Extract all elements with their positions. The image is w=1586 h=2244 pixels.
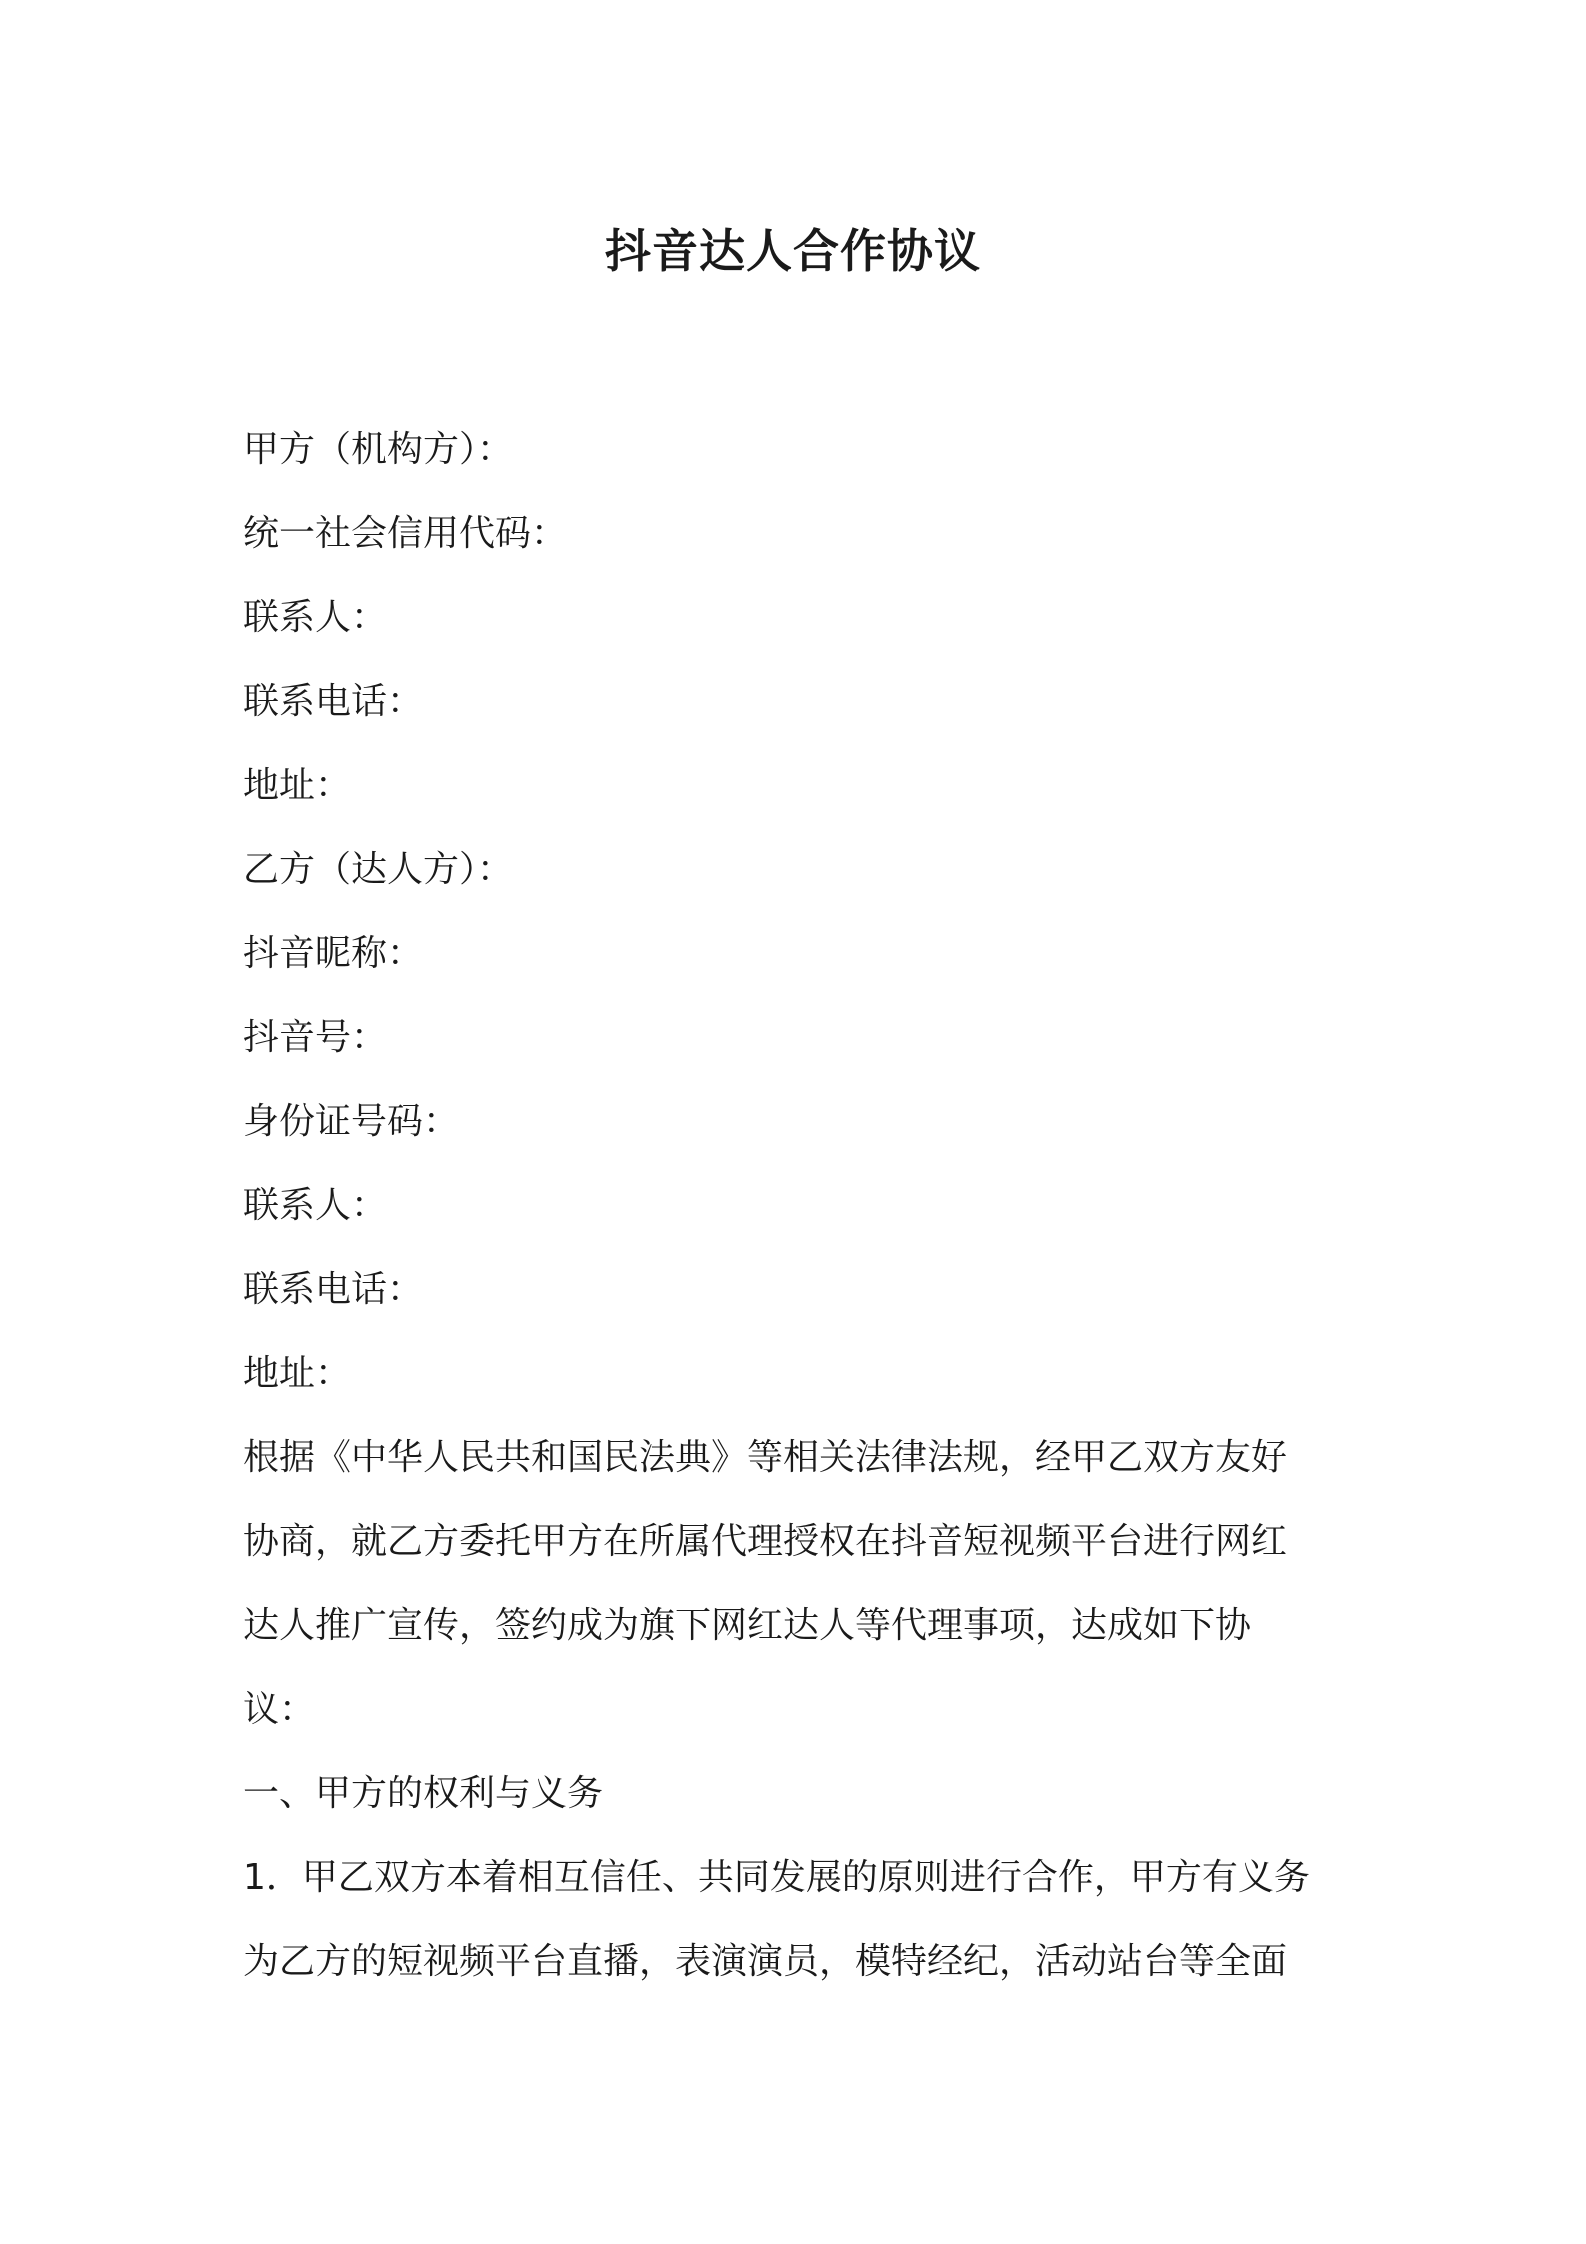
document-body xyxy=(243,408,1363,2004)
party-b-block xyxy=(243,828,1363,1416)
party-b-contact-field: 联系人： xyxy=(243,1185,388,1226)
party-b-nickname-field: 抖音昵称： xyxy=(243,933,424,974)
preamble-line: 协商，就乙方委托甲方在所属代理授权在抖音短视频平台进行网红 xyxy=(243,1521,1288,1562)
party-b-address-field: 地址： xyxy=(243,1353,352,1394)
party-a-contact-field: 联系人： xyxy=(243,597,388,638)
party-a-name-field: 甲方（机构方）： xyxy=(243,429,514,470)
party-a-credit-code-field: 统一社会信用代码： xyxy=(243,513,568,554)
preamble-line: 根据《中华人民共和国民法典》等相关法律法规，经甲乙双方友好 xyxy=(243,1437,1288,1478)
preamble-line: 达人推广宣传，签约成为旗下网红达人等代理事项，达成如下协 xyxy=(243,1605,1252,1646)
section-1-heading: 一、甲方的权利与义务 xyxy=(243,1773,604,1814)
party-b-id-number-field: 身份证号码： xyxy=(243,1101,460,1142)
preamble-paragraph xyxy=(243,1416,1363,1752)
party-b-phone-field: 联系电话： xyxy=(243,1269,424,1310)
clause-line: 为乙方的短视频平台直播，表演演员，模特经纪，活动站台等全面 xyxy=(243,1941,1288,1982)
clause-1-paragraph xyxy=(243,1836,1363,2004)
party-a-phone-field: 联系电话： xyxy=(243,681,424,722)
party-b-douyin-id-field: 抖音号： xyxy=(243,1017,388,1058)
clause-line: 1．甲乙双方本着相互信任、共同发展的原则进行合作，甲方有义务 xyxy=(243,1857,1310,1898)
party-b-name-field: 乙方（达人方）： xyxy=(243,849,514,890)
party-a-address-field: 地址： xyxy=(243,765,352,806)
preamble-line: 议： xyxy=(243,1689,316,1730)
party-a-block xyxy=(243,408,1363,828)
document-title: 抖音达人合作协议 xyxy=(605,224,981,278)
